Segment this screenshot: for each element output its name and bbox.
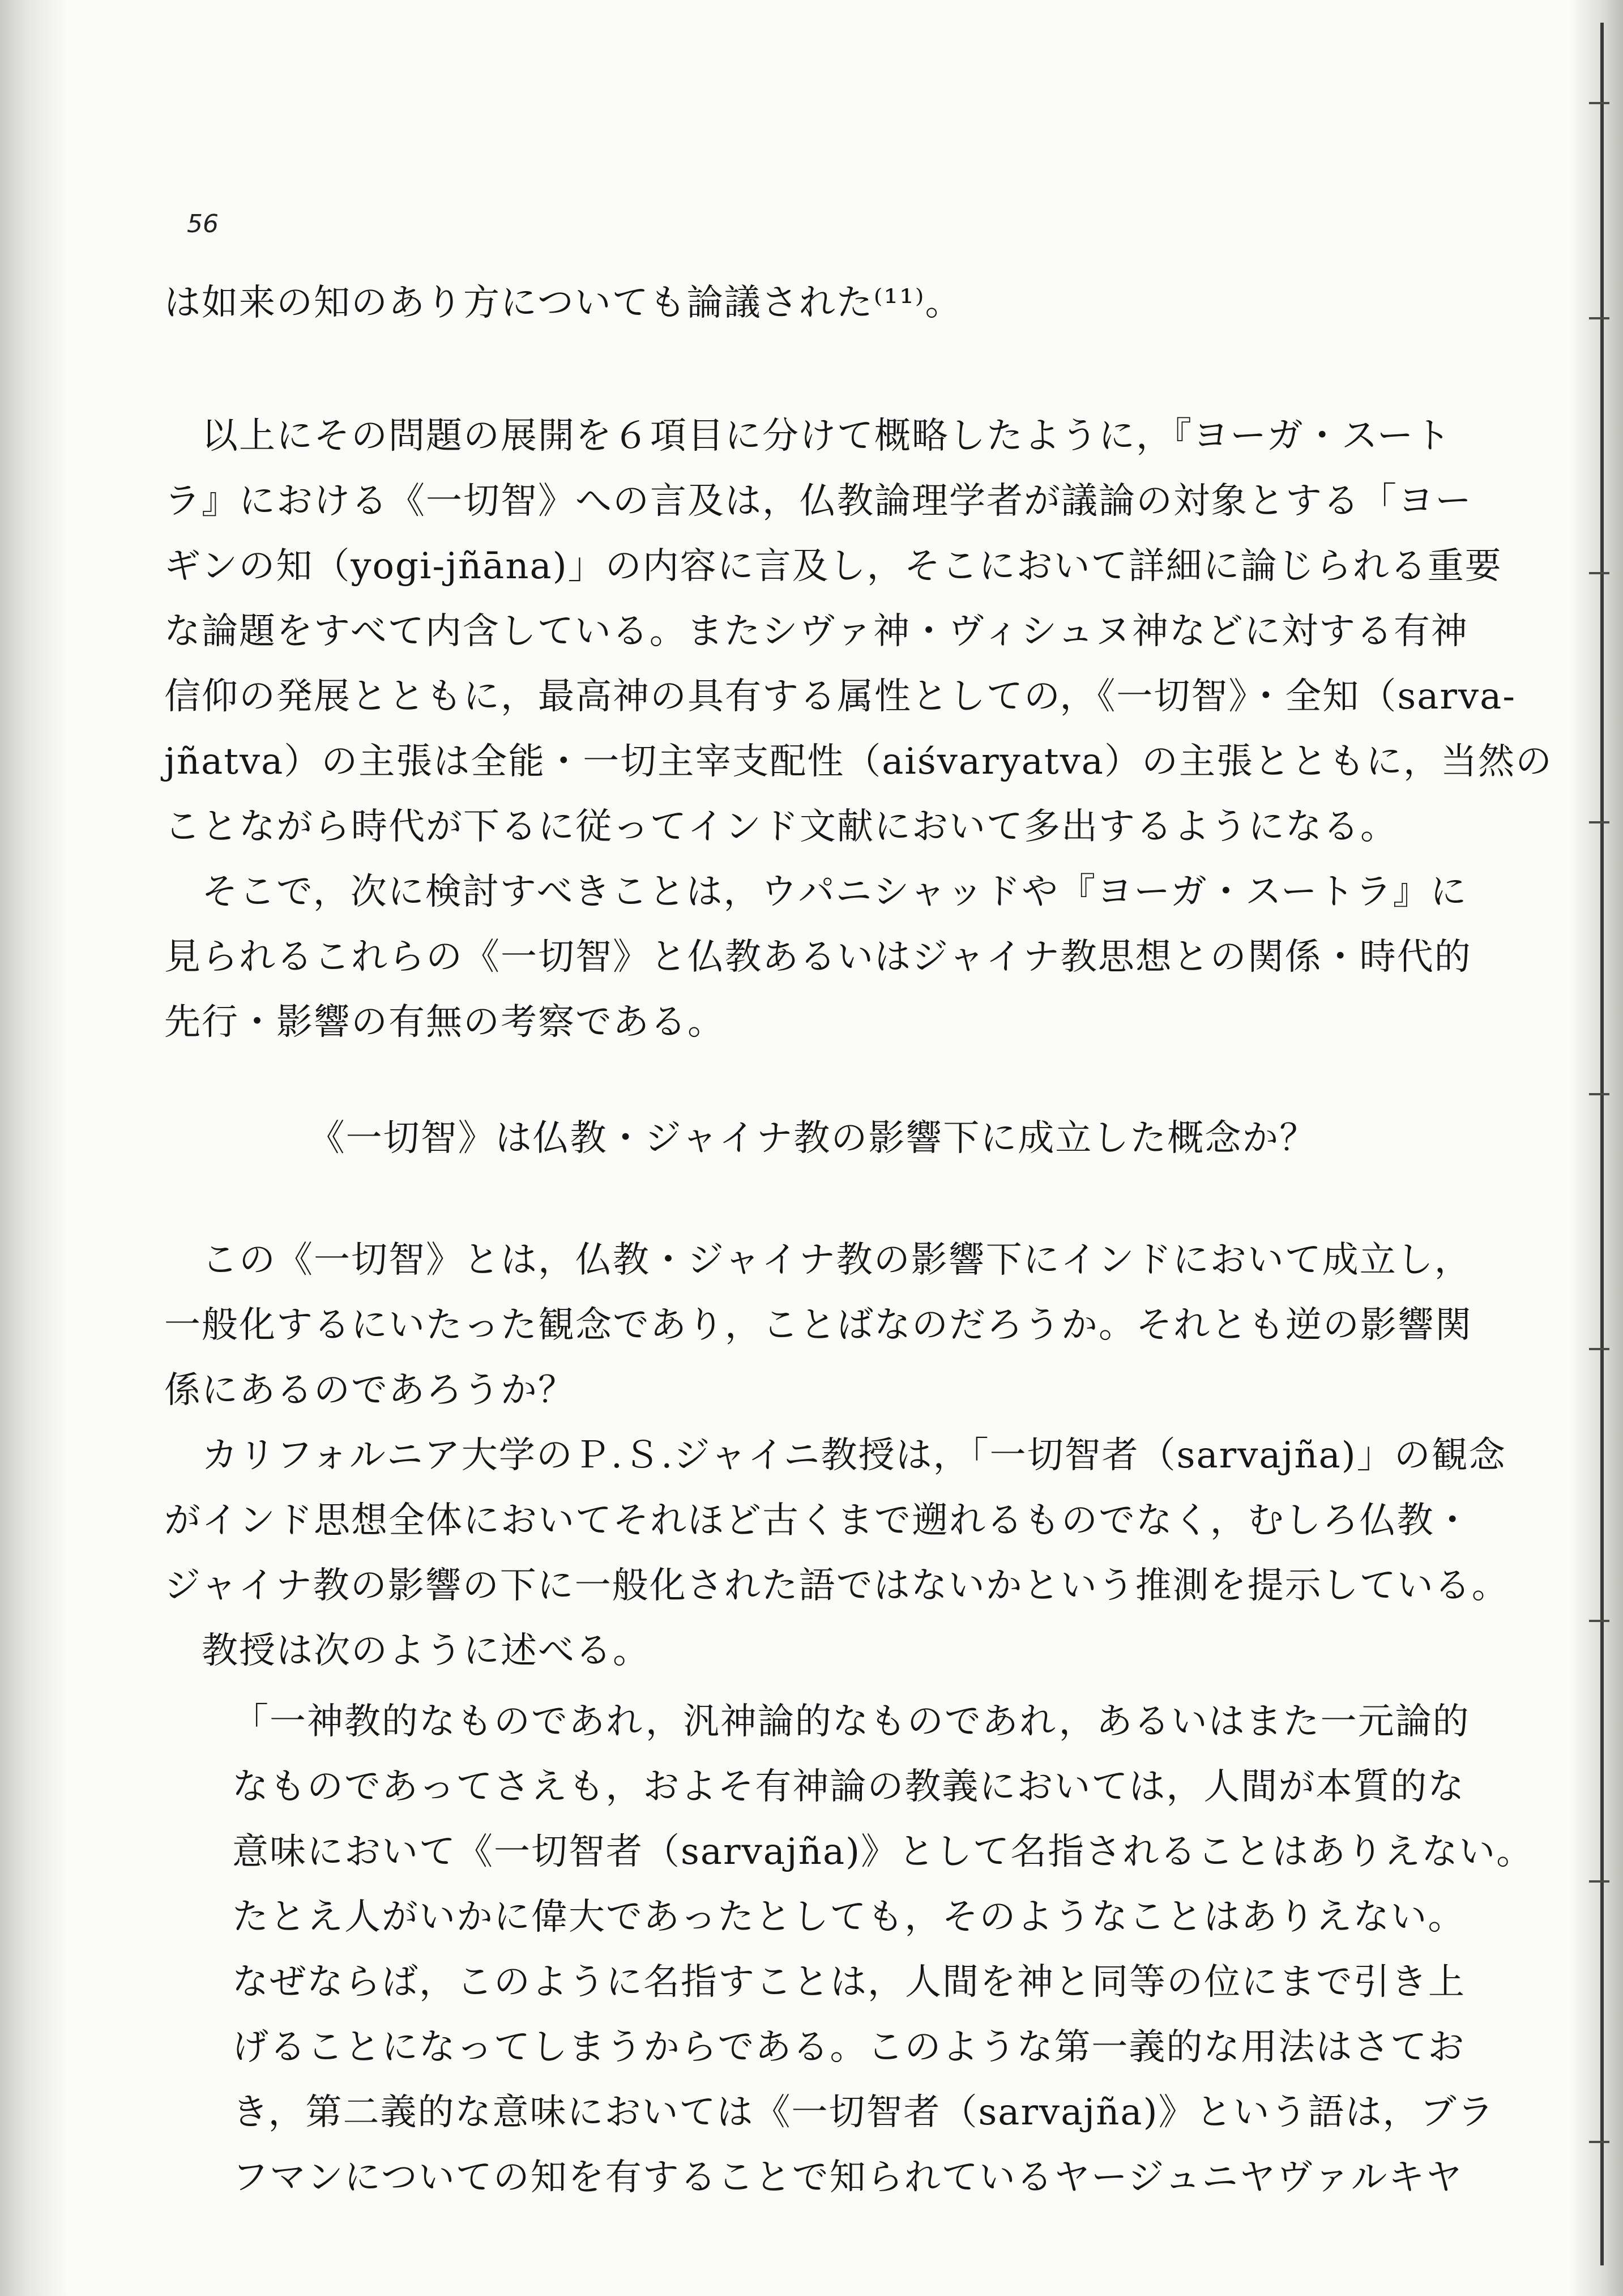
quote-line: たとえ人がいかに偉大であったとしても，そのようなことはありえない。	[232, 1896, 1466, 1938]
text-line: 信仰の発展とともに，最高神の具有する属性としての，《一切智》・全知（sarva-	[164, 676, 1516, 718]
text-line: この《一切智》とは，仏教・ジャイナ教の影響下にインドにおいて成立し，	[164, 1239, 1472, 1281]
text-line: カリフォルニア大学のＰ.Ｓ.ジャイニ教授は，「一切智者（sarvajña)」の観念	[164, 1435, 1506, 1476]
text-line: jñatva）の主張は全能・一切主宰支配性（aiśvaryatva）の主張とともに，当然の	[164, 741, 1553, 783]
binding-tick	[1589, 1348, 1609, 1350]
page-number: 56	[187, 210, 219, 238]
text-line: 係にあるのであろうか？	[164, 1369, 575, 1411]
quote-line: フマンについての知を有することで知られているヤージュニヤヴァルキヤ	[232, 2157, 1463, 2199]
text-line: 教授は次のように述べる。	[164, 1630, 650, 1672]
binding-edge	[1600, 23, 1604, 2265]
binding-tick	[1589, 1620, 1609, 1622]
text-line: 見られるこれらの《一切智》と仏教あるいはジャイナ教思想との関係・時代的	[164, 936, 1472, 978]
scan-shadow-right	[1569, 0, 1623, 2296]
quote-line: き，第二義的な意味においては《一切智者（sarvajña)》という語は，ブラ	[232, 2092, 1495, 2133]
text-line: ラ』における《一切智》への言及は，仏教論理学者が議論の対象とする「ヨー	[164, 480, 1472, 522]
text-line: ことながら時代が下るに従ってインド文献において多出するようになる。	[164, 806, 1398, 848]
quote-line: 意味において《一切智者（sarvajña)》として名指されることはありえない。	[232, 1831, 1534, 1873]
text-line: は如来の知のあり方についても論議された⁽¹¹⁾。	[164, 282, 963, 324]
binding-tick	[1589, 2141, 1609, 2143]
scan-shadow-left	[0, 0, 68, 2296]
text-line: な論題をすべて内含している。またシヴァ神・ヴィシュヌ神などに対する有神	[164, 611, 1468, 652]
text-line: ジャイナ教の影響の下に一般化された語ではないかという推測を提示している。	[164, 1565, 1509, 1607]
quote-line: 「一神教的なものであれ，汎神論的なものであれ，あるいはまた一元論的	[232, 1701, 1470, 1743]
text-line: そこで，次に検討すべきことは，ウパニシャッドや『ヨーガ・スートラ』に	[164, 871, 1468, 913]
quote-line: なものであってさえも，およそ有神論の教義においては，人間が本質的な	[232, 1766, 1466, 1808]
text-line: ギンの知（yogi-jñāna)」の内容に言及し，そこにおいて詳細に論じられる重要	[164, 545, 1502, 587]
text-line: 先行・影響の有無の考察である。	[164, 1001, 725, 1043]
quote-line: なぜならば，このように名指すことは，人間を神と同等の位にまで引き上	[232, 1961, 1466, 2003]
binding-tick	[1589, 1880, 1609, 1883]
binding-tick	[1589, 317, 1609, 319]
text-line: 以上にその問題の展開を６項目に分けて概略したように，『ヨーガ・スート	[164, 415, 1452, 457]
binding-tick	[1589, 572, 1609, 574]
text-line: がインド思想全体においてそれほど古くまで遡れるものでなく，むしろ仏教・	[164, 1500, 1472, 1542]
binding-tick	[1589, 821, 1609, 823]
binding-tick	[1589, 1093, 1609, 1095]
section-heading: 《一切智》は仏教・ジャイナ教の影響下に成立した概念か？	[308, 1117, 1317, 1159]
binding-tick	[1589, 102, 1609, 104]
text-line: 一般化するにいたった観念であり，ことばなのだろうか。それとも逆の影響関	[164, 1304, 1472, 1346]
quote-line: げることになってしまうからである。このような第一義的な用法はさてお	[232, 2026, 1466, 2068]
